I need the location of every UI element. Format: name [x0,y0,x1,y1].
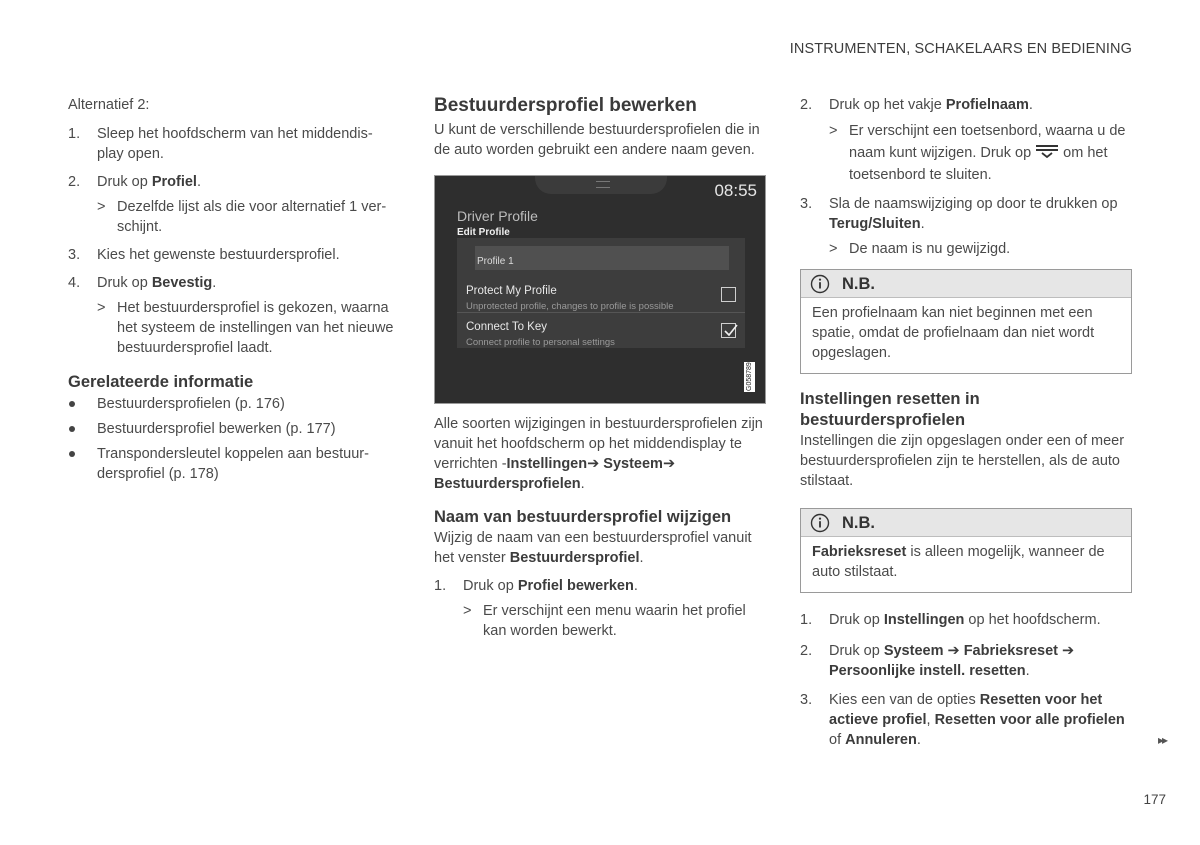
path-arrow-icon: ➔ [947,643,960,659]
right-column [800,95,1132,750]
option-protect-title: Protect My Profile [466,285,557,297]
result-marker: > [829,123,838,139]
middle-column [434,95,768,641]
protect-checkbox [721,287,736,302]
result-text: Dezelfde lijst als die voor alternatief 1 ver- schijnt. [117,199,387,235]
menu-path-factory-reset: Fabrieksreset [963,643,1058,659]
notch-handle-icon [596,181,610,188]
menu-path-settings: Instellingen [506,456,588,472]
window-name: Bestuurdersprofiel [509,550,640,566]
result-text: Het bestuurdersprofiel is gekozen, waarna het systeem de instellingen van het nieuwe bestuurdersprofiel laadt. [117,300,394,356]
step-text: Druk op het vakje [829,97,946,113]
step-number: 2. [68,174,81,190]
step-text: Druk op [829,643,884,659]
note-text [801,537,1131,592]
step-number: 1. [800,612,813,628]
related-link[interactable] [68,419,402,439]
option-cancel: Annuleren [845,732,917,748]
separator: , [926,712,935,728]
result-text: Er verschijnt een toetsenbord, waarna u de naam kunt wijzigen. Druk op [849,123,1126,161]
rename-step-3-result [800,239,1132,259]
info-icon [810,513,830,533]
step-text: Sleep het hoofdscherm van het middendis- play open. [97,126,373,162]
bullet-dot [69,451,75,457]
rename-step-2 [800,95,1132,115]
note-label: N.B. [842,514,875,532]
page-number: 177 [1143,792,1166,807]
result-text: De naam is nu gewijzigd. [849,241,1011,257]
step-text-end: . [212,275,217,291]
screen-subtitle: Edit Profile [457,227,510,238]
left-column [68,95,402,484]
step-text-end: . [633,578,638,594]
separator: of [829,732,846,748]
result-text: Er verschijnt een menu waarin het profiel kan worden bewerkt. [483,603,746,639]
rename-intro [434,528,768,568]
paragraph-end: . [639,550,644,566]
note-text-rest: is alleen mogelijk, wanneer de auto stilstaat. [812,544,1105,580]
menu-path-driver-profiles: Bestuurdersprofielen [434,476,581,492]
result-text-end: om het toetsenbord te sluiten. [849,145,1108,183]
section-heading: Bestuurdersprofiel bewerken [434,95,697,116]
path-arrow-icon: ➔ [587,456,600,472]
step-text: Druk op [97,275,152,291]
option-protect-desc: Unprotected profile, changes to profile is possible [466,301,674,312]
step-text: Druk op [829,612,884,628]
step-4 [68,273,402,293]
reset-step-1 [800,610,1132,630]
reset-intro: Instellingen die zijn opgeslagen onder een of meer bestuurdersprofielen zijn te herstellen, als de auto stilstaat. [800,433,1125,489]
step-4-result [68,298,402,358]
page-header: INSTRUMENTEN, SCHAKELAARS EN BEDIENING [789,41,1132,57]
checkmark-icon [722,322,739,339]
continue-arrows-icon: ▸▸ [1157,733,1166,747]
note-label: N.B. [842,275,875,293]
profile-name-value: Profile 1 [477,256,514,267]
rename-step-1-result [434,601,768,641]
step-text: Druk op [463,578,518,594]
step-term: Instellingen [883,612,965,628]
paragraph-end: . [580,476,585,492]
step-text-end: . [920,216,925,232]
step-term: Profiel bewerken [517,578,634,594]
step-number: 3. [68,247,81,263]
step-text: Sla de naamswijziging op door te drukken op [829,196,1118,212]
note-box [800,508,1132,593]
result-marker: > [829,241,838,257]
step-text-end: . [916,732,921,748]
step-1 [68,124,402,164]
step-2-result [68,197,402,237]
path-arrow-icon: ➔ [662,456,676,472]
step-number: 4. [68,275,81,291]
related-link-text: Transpondersleutel koppelen aan bestuur- dersprofiel (p. 178) [97,446,369,482]
option-reset-active: Resetten voor het actieve profiel [829,692,1103,728]
keyboard-close-icon [1035,144,1059,158]
related-info-heading: Gerelateerde informatie [68,373,254,391]
bullet-dot [69,426,75,432]
reset-step-3 [800,690,1132,750]
step-text: Kies het gewenste bestuurdersprofiel. [97,247,340,263]
step-3 [68,245,402,265]
step-text-end: . [1028,97,1033,113]
note-term: Fabrieksreset [812,544,907,560]
step-number: 1. [434,578,447,594]
step-term: Profiel [151,174,197,190]
related-link[interactable] [68,444,402,484]
rename-step-2-result [800,120,1132,186]
note-text: Een profielnaam kan niet beginnen met een spatie, omdat de profielnaam dan niet wordt opgeslagen. [812,305,1095,361]
menu-path-personal-reset: Persoonlijke instell. resetten [829,663,1026,679]
related-link[interactable] [68,394,402,414]
paragraph-text: Wijzig de naam van een bestuurdersprofiel vanuit het venster [434,530,752,566]
figure-code: G058789 [746,362,753,392]
step-text: Kies een van de opties [829,692,980,708]
related-link-text: Bestuurdersprofiel bewerken (p. 177) [97,421,336,437]
related-link-text: Bestuurdersprofielen (p. 176) [97,396,285,412]
screen-title: Driver Profile [457,208,538,224]
screen-divider [457,312,745,313]
profile-name-field [475,246,729,270]
step-number: 3. [800,692,813,708]
note-box [800,269,1132,374]
bullet-dot [69,401,75,407]
result-marker: > [97,300,106,316]
step-text-end: . [1025,663,1030,679]
step-term: Profielnaam [945,97,1029,113]
step-text-end: . [196,174,201,190]
step-number: 1. [68,126,81,142]
menu-path-system: Systeem [603,456,663,472]
settings-path-paragraph [434,414,768,494]
note-header [801,509,1131,537]
alternative-intro: Alternatief 2: [68,97,150,113]
step-text-end: op het hoofdscherm. [964,612,1101,628]
step-number: 3. [800,196,813,212]
step-text: Druk op [97,174,152,190]
paragraph-text: Alle soorten wijzigingen in bestuurdersprofielen zijn vanuit het hoofdscherm op het middendisplay te verrichten - [434,416,763,472]
result-marker: > [97,199,106,215]
step-number: 2. [800,643,813,659]
path-arrow-icon: ➔ [1062,643,1075,659]
step-term: Terug/Sluiten [829,216,921,232]
rename-step-3 [800,194,1132,234]
step-term: Bevestig [151,275,213,291]
result-marker: > [463,603,472,619]
menu-path-system: Systeem [883,643,944,659]
reset-heading: Instellingen resetten in bestuurdersprofielen [800,390,980,429]
step-2 [68,172,402,192]
option-reset-all: Resetten voor alle profielen [934,712,1125,728]
screen-clock: 08:55 [714,181,757,200]
display-screenshot [434,175,766,404]
option-connect-title: Connect To Key [466,321,547,333]
rename-step-1 [434,576,768,596]
rename-heading: Naam van bestuurdersprofiel wijzigen [434,508,732,526]
option-connect-desc: Connect profile to personal settings [466,337,615,348]
info-icon [810,274,830,294]
connect-checkbox [721,323,736,338]
section-intro: U kunt de verschillende bestuurdersprofielen die in de auto worden gebruikt een andere naam geven. [434,122,760,158]
reset-step-2 [800,641,1132,681]
step-number: 2. [800,97,813,113]
note-header [801,270,1131,298]
